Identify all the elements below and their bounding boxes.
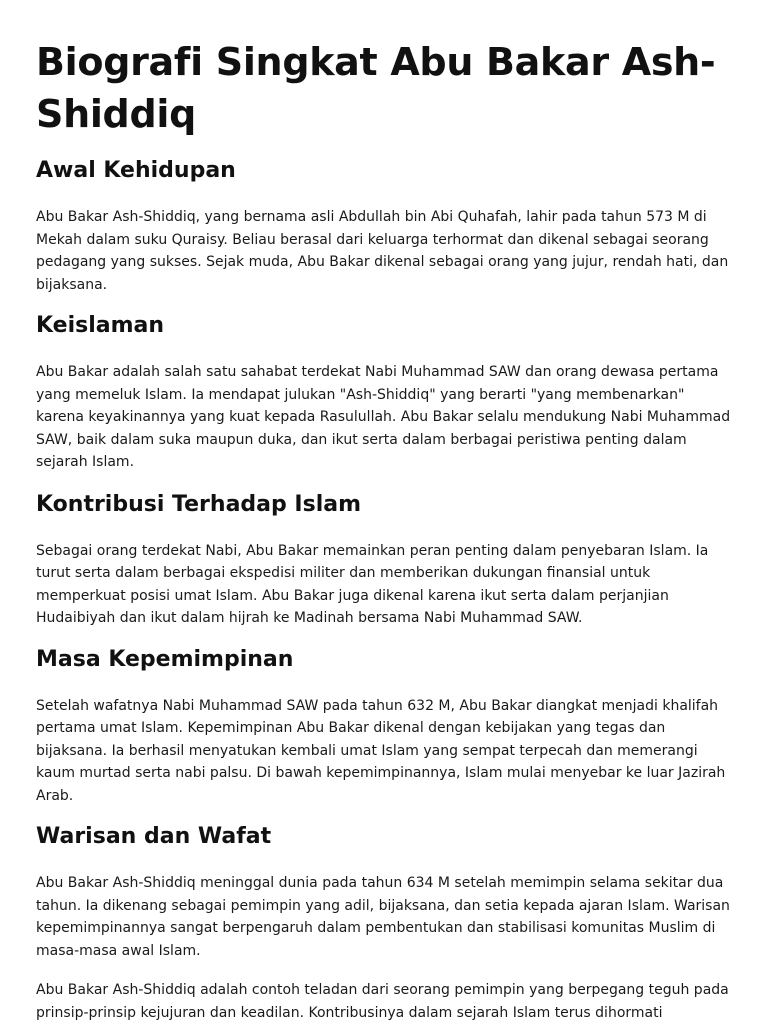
section-heading-masa-kepemimpinan: Masa Kepemimpinan bbox=[36, 646, 294, 672]
section-heading-awal-kehidupan: Awal Kehidupan bbox=[36, 158, 236, 183]
document-page bbox=[36, 36, 736, 1024]
section-heading-warisan-dan-wafat: Warisan dan Wafat bbox=[36, 824, 272, 849]
section-paragraph-kontribusi: Sebagai orang terdekat Nabi, Abu Bakar memainkan peran penting dalam penyebaran Islam. Ia turut serta dalam berbagai ekspedisi militer dan memberikan dukungan finansial untuk memperkuat posisi umat Islam. Abu Bakar juga dikenal karena ikut serta dalam perjanjian Hudaibiyah dan ikut dalam hijrah ke Madinah bersama Nabi Muhammad SAW. bbox=[36, 542, 709, 626]
section-heading-kontribusi: Kontribusi Terhadap Islam bbox=[36, 491, 362, 517]
page-title: Biografi Singkat Abu Bakar Ash-Shiddiq bbox=[36, 40, 716, 136]
closing-paragraph: Abu Bakar Ash-Shiddiq adalah contoh teladan dari seorang pemimpin yang berpegang teguh pada prinsip-prinsip kejujuran dan keadilan. Kontribusinya dalam sejarah Islam terus dihormati bbox=[36, 982, 729, 1021]
section-paragraph-masa-kepemimpinan: Setelah wafatnya Nabi Muhammad SAW pada tahun 632 M, Abu Bakar diangkat menjadi khalifah pertama umat Islam. Kepemimpinan Abu Bakar dikenal dengan kebijakan yang tegas dan bijaksana. Ia berhasil menyatukan kembali umat Islam yang sempat terpecah dan memerangi kaum murtad serta nabi palsu. Di bawah kepemimpinannya, Islam mulai menyebar ke luar Jazirah Arab. bbox=[36, 697, 726, 804]
section-heading-keislaman: Keislaman bbox=[36, 313, 165, 338]
section-paragraph-keislaman: Abu Bakar adalah salah satu sahabat terdekat Nabi Muhammad SAW dan orang dewasa pertama yang memeluk Islam. Ia mendapat julukan "Ash-Shiddiq" yang berarti "yang membenarkan" karena keyakinannya yang kuat kepada Rasulullah. Abu Bakar selalu mendukung Nabi Muhammad SAW, baik dalam suka maupun duka, dan ikut serta dalam berbagai peristiwa penting dalam sejarah Islam. bbox=[36, 364, 731, 470]
section-paragraph-awal-kehidupan: Abu Bakar Ash-Shiddiq, yang bernama asli Abdullah bin Abi Quhafah, lahir pada tahun 573 M di Mekah dalam suku Quraisy. Beliau berasal dari keluarga terhormat dan dikenal sebagai seorang pedagang yang sukses. Sejak muda, Abu Bakar dikenal sebagai orang yang jujur, rendah hati, dan bijaksana. bbox=[36, 209, 729, 293]
section-paragraph-warisan: Abu Bakar Ash-Shiddiq meninggal dunia pada tahun 634 M setelah memimpin selama sekitar dua tahun. Ia dikenang sebagai pemimpin yang adil, bijaksana, dan setia kepada ajaran Islam. Warisan kepemimpinannya sangat berpengaruh dalam pembentukan dan stabilisasi komunitas Muslim di masa-masa awal Islam. bbox=[36, 875, 730, 959]
